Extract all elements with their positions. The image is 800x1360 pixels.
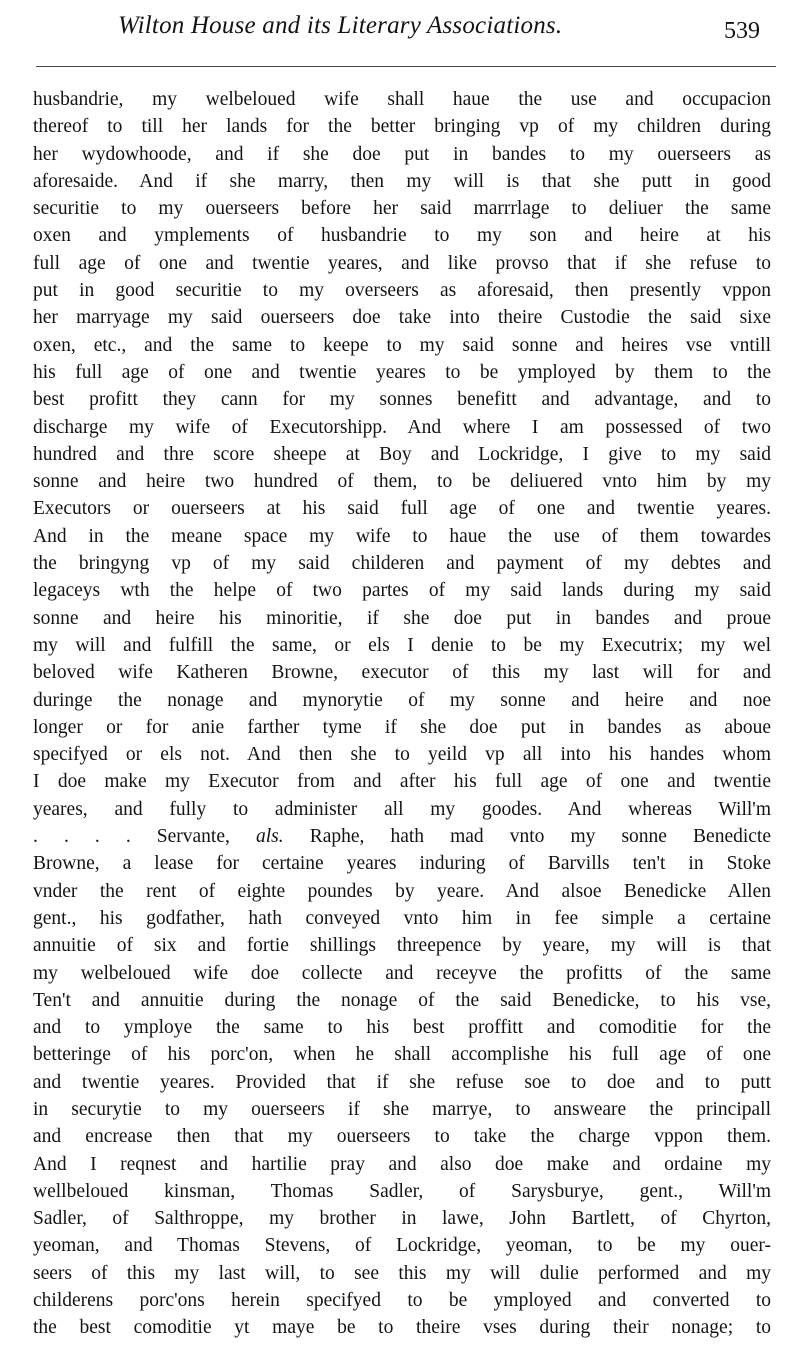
text-line: sonne and heire two hundred of them, to be deliuered vnto him by my (33, 471, 771, 493)
text-line: and to ymploye the same to his best proffitt and comoditie for the (33, 1017, 771, 1039)
text-line: Browne, a lease for certaine yeares induring of Barvills ten't in Stoke (33, 853, 771, 875)
text-line: betteringe of his porc'on, when he shall accomplishe his full age of one (33, 1044, 771, 1066)
text-segment: Raphe, hath mad vnto my sonne Benedicte (309, 826, 771, 848)
text-line: my will and fulfill the same, or els I denie to be my Executrix; my wel (33, 634, 771, 656)
text-line: hundred and thre score sheepe at Boy and Lockridge, I give to my said (33, 443, 771, 465)
text-line: wellbeloued kinsman, Thomas Sadler, of Sarysburye, gent., Will'm (33, 1180, 771, 1202)
text-line: husbandrie, my welbeloued wife shall haue the use and occupacion (33, 89, 771, 110)
text-line: oxen, etc., and the same to keepe to my said sonne and heires vse vntill (33, 334, 771, 356)
text-line: yeoman, and Thomas Stevens, of Lockridge, yeoman, to be my ouer- (33, 1235, 771, 1257)
text-line: seers of this my last will, to see this my will dulie performed and my (33, 1262, 771, 1284)
text-line: gent., his godfather, hath conveyed vnto him in fee simple a certaine (33, 907, 771, 929)
text-line: put in good securitie to my overseers as aforesaid, then presently vppon (33, 280, 771, 302)
running-title: Wilton House and its Literary Associations. (118, 12, 563, 39)
text-line: thereof to till her lands for the better bringing vp of my children during (33, 116, 771, 138)
text-line: And I reqnest and hartilie pray and also doe make and ordaine my (33, 1153, 771, 1175)
text-line: her marryage my said ouerseers doe take into theire Custodie the said sixe (33, 307, 771, 329)
text-line: sonne and heire his minoritie, if she doe put in bandes and proue (33, 607, 771, 629)
text-line: vnder the rent of eighte poundes by yeare. And alsoe Benedicke Allen (33, 880, 771, 902)
text-line: legaceys wth the helpe of two partes of my said lands during my said (33, 580, 771, 602)
text-line: full age of one and twentie yeares, and like provso that if she refuse to (33, 252, 771, 274)
text-line: best profitt they cann for my sonnes benefitt and advantage, and to (33, 389, 771, 411)
text-line: beloved wife Katheren Browne, executor of this my last will for and (33, 662, 771, 684)
text-line: Ten't and annuitie during the nonage of the said Benedicke, to his vse, (33, 989, 771, 1011)
text-line: specifyed or els not. And then she to yeild vp all into his handes whom (33, 744, 771, 766)
text-line: in securytie to my ouerseers if she marrye, to answeare the principall (33, 1098, 771, 1120)
text-line: longer or for anie farther tyme if she doe put in bandes as aboue (33, 716, 771, 738)
text-line: and encrease then that my ouerseers to take the charge vppon them. (33, 1126, 771, 1148)
text-line: discharge my wife of Executorshipp. And where I am possessed of two (33, 416, 771, 438)
text-line: her wydowhoode, and if she doe put in bandes to my ouerseers as (33, 143, 771, 165)
text-line (33, 823, 771, 850)
text-line: duringe the nonage and mynorytie of my sonne and heire and noe (33, 689, 771, 711)
text-line: yeares, and fully to administer all my goodes. And whereas Will'm (33, 798, 771, 820)
page-number: 539 (724, 18, 760, 44)
text-line: his full age of one and twentie yeares to be ymployed by them to the (33, 361, 771, 383)
text-line: Executors or ouerseers at his said full age of one and twentie yeares. (33, 498, 771, 520)
text-line: And in the meane space my wife to haue the use of them towardes (33, 525, 771, 547)
text-line: annuitie of six and fortie shillings threepence by yeare, my will is that (33, 935, 771, 957)
text-line: I doe make my Executor from and after his full age of one and twentie (33, 771, 771, 793)
text-line: securitie to my ouerseers before her said marrrlage to deliuer the same (33, 198, 771, 220)
text-line: and twentie yeares. Provided that if she refuse soe to doe and to putt (33, 1071, 771, 1093)
text-line: the bringyng vp of my said childeren and payment of my debtes and (33, 553, 771, 575)
text-line: Sadler, of Salthroppe, my brother in lawe, John Bartlett, of Chyrton, (33, 1208, 771, 1230)
text-line: aforesaide. And if she marry, then my will is that she putt in good (33, 170, 771, 192)
text-segment: . . . . Servante, (33, 826, 230, 848)
text-line: my welbeloued wife doe collecte and receyve the profitts of the same (33, 962, 771, 984)
text-line: childerens porc'ons herein specifyed to be ymployed and converted to (33, 1290, 771, 1312)
body-text (33, 86, 771, 1342)
header-rule (36, 66, 776, 67)
italic-word: als. (255, 826, 284, 848)
text-line: oxen and ymplements of husbandrie to my son and heire at his (33, 225, 771, 247)
text-line: the best comoditie yt maye be to theire vses during their nonage; to (33, 1317, 771, 1339)
